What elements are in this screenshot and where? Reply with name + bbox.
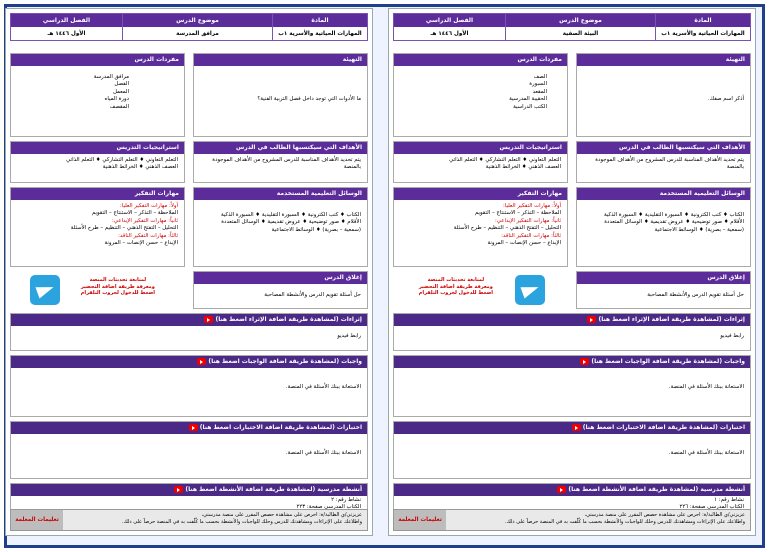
youtube-icon[interactable] (580, 358, 589, 365)
vocab-item: السبورة (529, 81, 547, 88)
activities-block (393, 483, 751, 511)
strategy-line: التعلم التعاوني ♦ التعلم التشاركي ♦ التعلم الذاتي (66, 157, 178, 163)
teacher-notes (393, 509, 751, 531)
thinking-block (393, 187, 568, 267)
enrich-text: رابط فيديو (720, 333, 744, 339)
notes-label: تعليمات المعلمة (394, 510, 446, 530)
term-value: الأول ١٤٤٦ هـ (47, 31, 86, 37)
closing-block (193, 271, 368, 309)
lesson-page-1 (5, 8, 373, 536)
goals-title: الأهداف التي سيكتسبها الطالب في الدرس (194, 142, 367, 154)
activity-page: الكتاب المدرسي صفحة: ٢٢٦ (679, 503, 744, 510)
strategies-block (393, 141, 568, 183)
strategy-line: العصف الذهني ♦ الخرائط الذهنية (485, 164, 561, 171)
tool-line: الكتاب ♦ كتب الكترونية ♦ السبورة التقليدية ♦ السبورة الذكية (604, 212, 744, 218)
youtube-icon[interactable] (197, 358, 206, 365)
closing-title: إغلاق الدرس (577, 272, 750, 284)
tool-line: (سمعية – بصرية) ♦ الوسائط الاجتماعية (271, 226, 361, 233)
activities-title[interactable]: أنشطة مدرسية (لمشاهدة طريقة اضافة الأنشطة اضغط هنا) (185, 486, 362, 493)
thinking-line: التحليل – التفتح الذهني – التنظيم – طرح الأسئلة (70, 225, 178, 232)
enrich-block (393, 313, 751, 351)
telegram-icon[interactable] (30, 275, 60, 305)
notes-label: تعليمات المعلمة (11, 510, 63, 530)
activities-title[interactable]: أنشطة مدرسية (لمشاهدة طريقة اضافة الأنشطة اضغط هنا) (568, 486, 745, 493)
tool-line: الكتاب ♦ كتب الكترونية ♦ السبورة التقليدية ♦ السبورة الذكية (221, 212, 361, 218)
thinking-line: ثانياً: مهارات التفكير الإبداعي: (494, 217, 561, 224)
activities-block (10, 483, 368, 511)
tests-title[interactable]: اختبارات (لمشاهدة طريقة اضافة الاختبارات اضغط هنا) (582, 424, 745, 431)
term-header: الفصل الدراسي (11, 14, 122, 27)
homework-block (10, 355, 368, 417)
homework-title[interactable]: واجبات (لمشاهدة طريقة اضافة الواجبات اضغط هنا) (208, 358, 362, 365)
homework-block (393, 355, 751, 417)
vocab-item: المعمل (112, 88, 129, 95)
closing-block (576, 271, 751, 309)
goals-block (576, 141, 751, 183)
header-table (393, 13, 751, 41)
closing-text: حل أسئلة تقويم الدرس والأنشطة المصاحبة (647, 292, 744, 298)
tests-block (393, 421, 751, 479)
intro-text: أذكر اسم صفك. (707, 96, 744, 102)
platform-line: اضغط للدخول لجروب التلقرام (418, 290, 493, 296)
thinking-line: الإبداع – حسن الإنصات – المرونة (487, 240, 561, 247)
intro-block (576, 53, 751, 137)
youtube-icon[interactable] (189, 424, 198, 431)
goals-block (193, 141, 368, 183)
note-line: واطلاعك على الإثراءات ومشاهدتك للدرس وحلك للواجبات والأنشطة بحسب ما كُلّفت به في المنصة حرصاً على ذلك. (505, 518, 745, 525)
vocab-block (393, 53, 568, 137)
intro-title: التهيئة (194, 54, 367, 66)
vocab-item: الفصل (114, 81, 129, 88)
tool-line: (سمعية – بصرية) ♦ الوسائط الاجتماعية (654, 226, 744, 233)
vocab-item: دورة المياه (104, 96, 129, 103)
youtube-icon[interactable] (557, 486, 566, 493)
intro-text: ما الأدوات التي توجد داخل فصل التربية الفنية؟ (257, 96, 361, 102)
subject-header: المادة (656, 14, 750, 27)
note-line: عزيزتي/ي الطالبة/ة: احرص على مشاهدة حصص المقرر على منصة مدرستي، (584, 512, 745, 518)
tool-line: الأقلام ♦ صور توضيحية ♦ عروض تقديمية ♦ الوسائل المتعددة (221, 219, 361, 226)
strategies-title: استراتيجيات التدريس (394, 142, 567, 154)
enrich-title[interactable]: إثراءات (لمشاهدة طريقة اضافة الإثراء اضغط هنا) (598, 316, 745, 323)
thinking-line: ثانياً: مهارات التفكير الإبداعي: (111, 217, 178, 224)
homework-text: الاستعانة ببنك الأسئلة في المنصة. (668, 384, 744, 390)
enrich-text: رابط فيديو (337, 333, 361, 339)
thinking-line: ثالثاً: مهارات التفكير الناقد: (118, 232, 178, 239)
vocab-item: الحقيبة المدرسية (509, 96, 547, 103)
homework-text: الاستعانة ببنك الأسئلة في المنصة. (285, 384, 361, 390)
thinking-line: الملاحظة – التذكر – الاستنتاج – التقويم (91, 210, 178, 217)
topic-value: مرافق المدرسة (176, 31, 219, 37)
subject-value: المهارات الحياتية والأسرية ١ب (661, 31, 745, 37)
tools-title: الوسائل التعليمية المستخدمة (577, 188, 750, 200)
thinking-title: مهارات التفكير (394, 188, 567, 200)
thinking-block (10, 187, 185, 267)
activity-page: الكتاب المدرسي صفحة: ٢٢٣ (296, 503, 361, 510)
vocab-title: مفردات الدرس (11, 54, 184, 66)
homework-title[interactable]: واجبات (لمشاهدة طريقة اضافة الواجبات اضغط هنا) (591, 358, 745, 365)
thinking-line: الإبداع – حسن الإنصات – المرونة (104, 240, 178, 247)
vocab-item: مرافق المدرسة (93, 74, 129, 80)
intro-block (193, 53, 368, 137)
tools-title: الوسائل التعليمية المستخدمة (194, 188, 367, 200)
vocab-title: مفردات الدرس (394, 54, 567, 66)
teacher-notes (10, 509, 368, 531)
thinking-line: أولاً: مهارات التفكير العليا: (502, 203, 561, 209)
goals-title: الأهداف التي سيكتسبها الطالب في الدرس (577, 142, 750, 154)
vocab-block (10, 53, 185, 137)
term-header: الفصل الدراسي (394, 14, 505, 27)
activity-number: نشاط رقم: ٢ (331, 497, 361, 503)
strategy-line: التعلم التعاوني ♦ التعلم التشاركي ♦ التعلم الذاتي (449, 157, 561, 163)
vocab-item: الكتب الدراسية (513, 103, 547, 110)
thinking-title: مهارات التفكير (11, 188, 184, 200)
tests-title[interactable]: اختبارات (لمشاهدة طريقة اضافة الاختبارات اضغط هنا) (199, 424, 362, 431)
platform-box[interactable] (393, 271, 568, 309)
note-line: واطلاعك على الإثراءات ومشاهدتك للدرس وحلك للواجبات والأنشطة بحسب ما كُلّفت به في المنصة حرصاً على ذلك. (122, 518, 362, 525)
closing-text: حل أسئلة تقويم الدرس والأنشطة المصاحبة (264, 292, 361, 298)
thinking-line: ثالثاً: مهارات التفكير الناقد: (501, 232, 561, 239)
tests-text: الاستعانة ببنك الأسئلة في المنصة. (668, 450, 744, 456)
enrich-block (10, 313, 368, 351)
goals-text: يتم تحديد الأهداف المناسبة للدرس المشروح من الأهداف الموجودة بالمنصة (212, 157, 361, 171)
vocab-item: المقعد (532, 88, 547, 95)
platform-box[interactable] (10, 271, 185, 309)
subject-header: المادة (273, 14, 367, 27)
note-line: عزيزتي/ي الطالبة/ة: احرص على مشاهدة حصص المقرر على منصة مدرستي، (201, 512, 362, 518)
youtube-icon[interactable] (174, 486, 183, 493)
telegram-icon[interactable] (515, 275, 545, 305)
topic-value: البيئة الصفية (562, 31, 599, 37)
platform-line: ومعرفة طريقة اضافة التحضير (80, 283, 155, 290)
tools-block (193, 187, 368, 267)
youtube-icon[interactable] (204, 316, 213, 323)
term-value: الأول ١٤٤٦ هـ (430, 31, 469, 37)
activity-number: نشاط رقم: ١ (714, 497, 744, 503)
tests-block (10, 421, 368, 479)
subject-value: المهارات الحياتية والأسرية ١ب (278, 31, 362, 37)
youtube-icon[interactable] (572, 424, 581, 431)
enrich-title[interactable]: إثراءات (لمشاهدة طريقة اضافة الإثراء اضغط هنا) (215, 316, 362, 323)
closing-title: إغلاق الدرس (194, 272, 367, 284)
lesson-page-2 (388, 8, 756, 536)
goals-text: يتم تحديد الأهداف المناسبة للدرس المشروح من الأهداف الموجودة بالمنصة (595, 157, 744, 171)
platform-line: لمتابعة تحديثات المنصة (427, 277, 485, 283)
topic-header: موضوع الدرس (123, 14, 272, 27)
intro-title: التهيئة (577, 54, 750, 66)
platform-line: لمتابعة تحديثات المنصة (89, 277, 147, 283)
thinking-line: الملاحظة – التذكر – الاستنتاج – التقويم (474, 210, 561, 217)
header-table (10, 13, 368, 41)
tests-text: الاستعانة ببنك الأسئلة في المنصة. (285, 450, 361, 456)
platform-line: ومعرفة طريقة اضافة التحضير (418, 283, 493, 290)
vocab-item: الصف (533, 74, 547, 80)
youtube-icon[interactable] (587, 316, 596, 323)
strategies-block (10, 141, 185, 183)
thinking-line: التحليل – التفتح الذهني – التنظيم – طرح الأسئلة (453, 225, 561, 232)
strategies-title: استراتيجيات التدريس (11, 142, 184, 154)
vocab-item: المقصف (109, 103, 129, 110)
platform-line: اضغط للدخول لجروب التلقرام (80, 290, 155, 296)
tools-block (576, 187, 751, 267)
strategy-line: العصف الذهني ♦ الخرائط الذهنية (102, 164, 178, 171)
tool-line: الأقلام ♦ صور توضيحية ♦ عروض تقديمية ♦ الوسائل المتعددة (604, 219, 744, 226)
topic-header: موضوع الدرس (506, 14, 655, 27)
thinking-line: أولاً: مهارات التفكير العليا: (119, 203, 178, 209)
